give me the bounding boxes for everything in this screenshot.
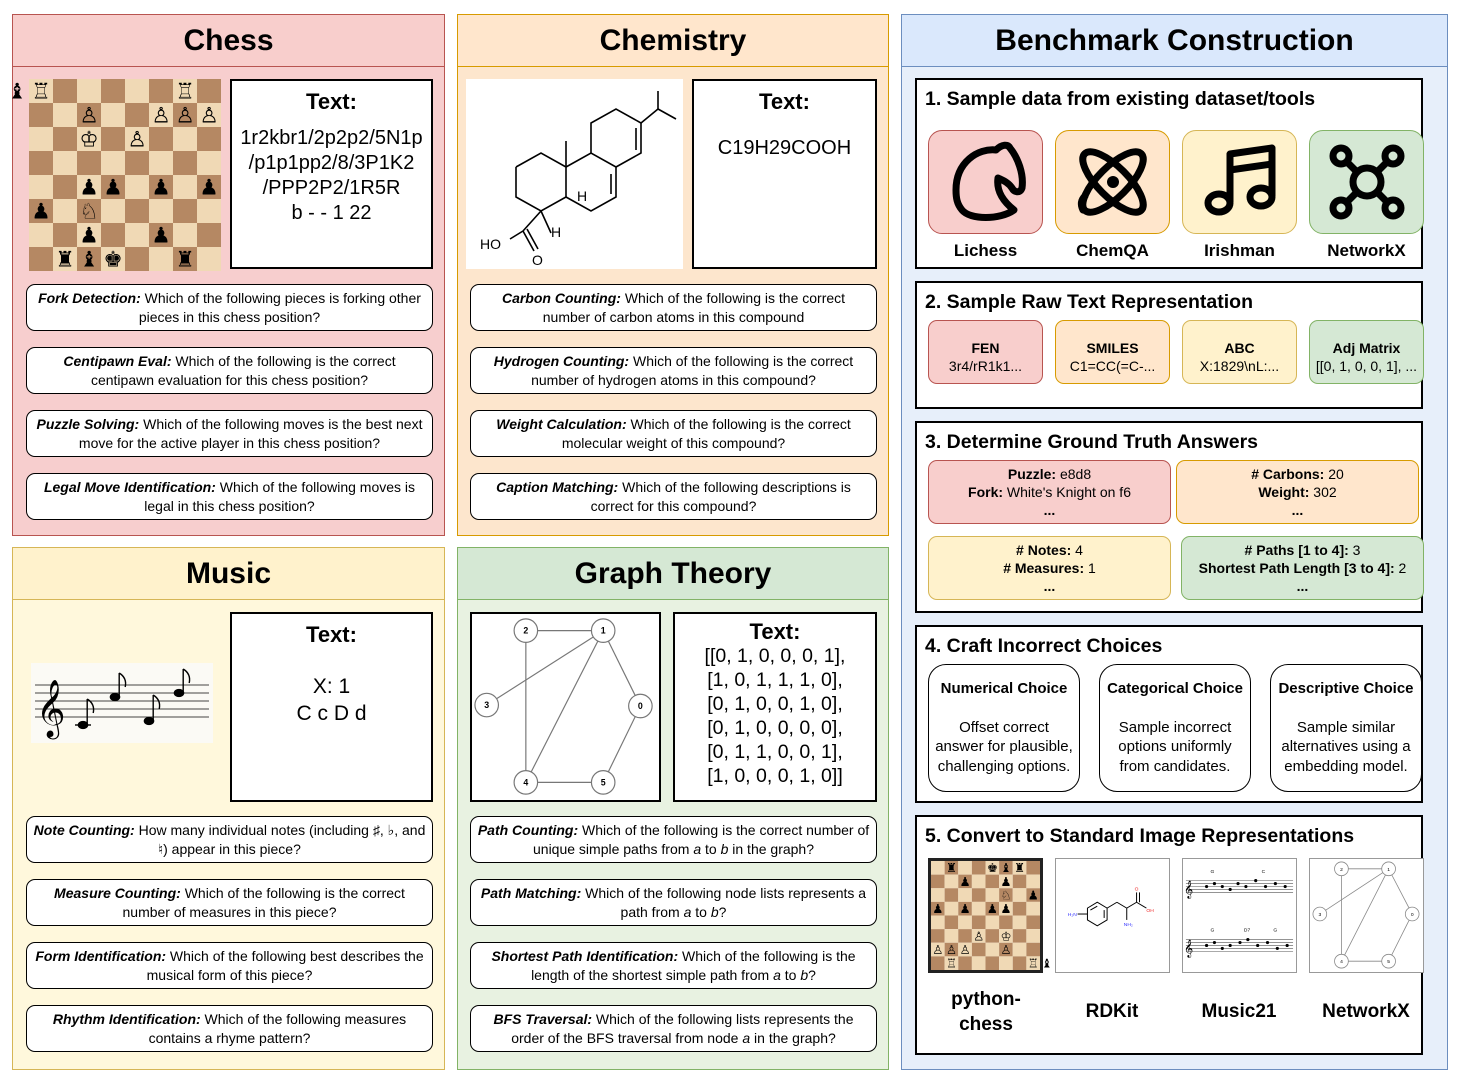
svg-text:C: C: [1261, 869, 1266, 875]
chess-square: [1013, 888, 1027, 902]
svg-text:D7: D7: [1243, 928, 1251, 934]
chess-piece: ♙: [127, 127, 147, 153]
chess-square: [173, 151, 197, 175]
rep-fen: FEN 3r4/rR1k1...: [928, 320, 1043, 384]
networkx-source: [1309, 130, 1424, 234]
chess-square: [125, 151, 149, 175]
svg-text:G: G: [1210, 869, 1215, 875]
svg-text:5: 5: [600, 777, 606, 788]
question-centipawn-eval: Centipawn Eval: Which of the following is the correct centipawn evaluation for this chess position?: [26, 347, 433, 394]
chess-square: [1026, 875, 1040, 889]
fen-line: b - - 1 22: [291, 202, 372, 224]
tool-label: NetworkX: [1322, 1001, 1410, 1022]
chess-square: [53, 151, 77, 175]
descriptive-choice-card: Descriptive Choice Sample similar alternatives using a embedding model.: [1270, 664, 1422, 792]
step-1-title: 1. Sample data from existing dataset/tools: [925, 88, 1316, 110]
chess-square: [986, 888, 1000, 902]
chess-square: [173, 175, 197, 199]
chess-piece: ♖: [31, 79, 51, 105]
svg-text:G: G: [1210, 928, 1215, 934]
chess-square: [29, 127, 53, 151]
tool-label: python- chess: [951, 989, 1021, 1035]
chess-piece: ♝: [1041, 956, 1053, 971]
chess-piece: ♘: [79, 199, 99, 225]
chess-piece: ♝: [7, 79, 27, 105]
chess-piece: ♚: [986, 861, 998, 876]
chess-square: [29, 223, 53, 247]
chess-square: [958, 916, 972, 930]
svg-text:H: H: [577, 188, 588, 204]
chess-square: [1013, 943, 1027, 957]
music-title: Music: [13, 548, 444, 600]
step-3-title: 3. Determine Ground Truth Answers: [925, 431, 1259, 453]
chess-square: [972, 902, 986, 916]
question-hydrogen-counting: Hydrogen Counting: Which of the following is the correct number of hydrogen atoms in this compound?: [470, 347, 877, 394]
svg-text:H₂N: H₂N: [1067, 912, 1077, 918]
chess-square: [197, 223, 221, 247]
question-note-counting: Note Counting: How many individual notes (including ♯, ♭, and ♮) appear in this piece?: [26, 816, 433, 863]
chess-square: [101, 199, 125, 223]
source-label: Irishman: [1204, 241, 1275, 260]
chess-square: [125, 175, 149, 199]
chess-piece: ♙: [151, 103, 171, 129]
chess-panel: [7, 14, 445, 536]
step-1-box: [915, 78, 1423, 269]
chess-piece: ♟: [1000, 902, 1012, 917]
chess-piece: ♙: [1000, 942, 1012, 957]
chess-piece: ♜: [945, 861, 957, 876]
svg-text:𝄞: 𝄞: [1183, 879, 1194, 899]
chemistry-text-box: [692, 79, 877, 269]
chess-piece: ♔: [79, 127, 99, 153]
svg-text:4: 4: [523, 777, 529, 788]
fen-line: /p1p1pp2/8/3P1K2: [248, 152, 415, 174]
chess-square: [77, 79, 101, 103]
benchmark-panel: [901, 14, 1448, 1070]
chess-square: [931, 875, 945, 889]
question-rhythm-identification: Rhythm Identification: Which of the following measures contains a rhyme pattern?: [26, 1005, 433, 1052]
chess-square: [1013, 875, 1027, 889]
svg-text:2: 2: [1340, 867, 1343, 873]
chess-square: [197, 79, 221, 103]
chess-piece: ♟: [986, 902, 998, 917]
fen-line: /PPP2P2/1R5R: [262, 177, 401, 199]
question-form-identification: Form Identification: Which of the following best describes the musical form of this piece?: [26, 942, 433, 989]
chess-piece: ♜: [55, 247, 75, 273]
chess-square: [958, 929, 972, 943]
svg-text:0: 0: [637, 700, 643, 711]
step-3-box: [915, 421, 1423, 613]
chess-piece: ♙: [79, 103, 99, 129]
chess-square: [958, 956, 972, 970]
chess-piece: ♝: [1000, 861, 1012, 876]
chess-square: [972, 861, 986, 875]
chess-piece: ♝: [79, 247, 99, 273]
chess-piece: ♖: [1027, 956, 1039, 971]
graph-text-box: [673, 612, 877, 802]
svg-text:𝄞: 𝄞: [1183, 938, 1194, 958]
chess-piece: ♟: [151, 175, 171, 201]
knight-icon: [944, 140, 1028, 224]
matrix-row: [1, 0, 1, 1, 1, 0],: [707, 669, 843, 691]
chess-square: [945, 929, 959, 943]
chess-square: [173, 199, 197, 223]
chess-piece: ♙: [199, 103, 219, 129]
chess-square: [931, 861, 945, 875]
chess-piece: ♜: [1014, 861, 1026, 876]
svg-text:OH: OH: [1146, 909, 1154, 915]
chess-square: [197, 127, 221, 151]
numerical-choice-card: Numerical Choice Offset correct answer for plausible, challenging options.: [928, 664, 1080, 792]
svg-text:3: 3: [1318, 912, 1322, 918]
rep-abc: ABC X:1829\nL:...: [1182, 320, 1297, 384]
chess-text-box: [230, 79, 433, 269]
tool-label: Music21: [1201, 1001, 1277, 1022]
gt-graph: # Paths [1 to 4]: 3 Shortest Path Length [3 to 4]: 2 ...: [1181, 536, 1424, 600]
chess-square: [1013, 956, 1027, 970]
chess-square: [931, 888, 945, 902]
chess-square: [931, 956, 945, 970]
chess-square: [125, 103, 149, 127]
gt-chemistry: # Carbons: 20 Weight: 302 ...: [1176, 460, 1419, 524]
chess-square: [945, 888, 959, 902]
chess-piece: ♙: [959, 942, 971, 957]
chess-square: [1026, 916, 1040, 930]
graph-text-title: Text:: [749, 619, 801, 644]
chess-square: [53, 103, 77, 127]
chess-square: [125, 79, 149, 103]
chess-piece: ♙: [945, 942, 957, 957]
chess-square: [53, 223, 77, 247]
chess-square: [173, 127, 197, 151]
question-weight-calculation: Weight Calculation: Which of the following is the correct molecular weight of this compound?: [470, 410, 877, 457]
chess-piece: ♟: [31, 199, 51, 225]
chess-text-title: Text:: [306, 89, 357, 114]
chess-square: [197, 247, 221, 271]
question-path-counting: Path Counting: Which of the following is the correct number of unique simple paths from a to b in the graph?: [470, 816, 877, 863]
chess-square: [149, 79, 173, 103]
chess-square: [945, 875, 959, 889]
svg-text:H: H: [551, 224, 562, 240]
matrix-row: [0, 1, 0, 0, 0, 0],: [707, 717, 843, 739]
step-5-title: 5. Convert to Standard Image Representations: [925, 825, 1355, 847]
chess-square: [53, 127, 77, 151]
chess-square: [986, 943, 1000, 957]
chess-square: [999, 916, 1013, 930]
svg-text:O: O: [1134, 887, 1139, 893]
chemqa-source: [1055, 130, 1170, 234]
matrix-row: [0, 1, 0, 0, 1, 0],: [707, 693, 843, 715]
chess-square: [1013, 916, 1027, 930]
chess-square: [173, 223, 197, 247]
rendered-chess-image: [928, 858, 1053, 973]
molecule-image: [466, 79, 683, 269]
rep-smiles: SMILES C1=CC(=C-...: [1055, 320, 1170, 384]
question-puzzle-solving: Puzzle Solving: Which of the following moves is the best next move for the active player in this chess position?: [26, 410, 433, 457]
source-label: Lichess: [953, 241, 1018, 260]
source-label: NetworkX: [1327, 241, 1406, 260]
chess-square: [53, 175, 77, 199]
chess-piece: ♔: [1000, 929, 1012, 944]
chess-square: [1026, 861, 1040, 875]
chess-square: [1013, 902, 1027, 916]
music-panel: [12, 547, 445, 1070]
chess-piece: ♟: [151, 223, 171, 249]
chess-piece: ♟: [959, 874, 971, 889]
chess-square: [1013, 929, 1027, 943]
chess-piece: ♘: [1000, 888, 1012, 903]
matrix-row: [1, 0, 0, 0, 1, 0]]: [707, 765, 843, 787]
chess-square: [986, 929, 1000, 943]
abc-line: X: 1: [312, 675, 351, 698]
chess-square: [972, 956, 986, 970]
chess-square: [101, 151, 125, 175]
chess-square: [972, 916, 986, 930]
question-path-matching: Path Matching: Which of the following node lists represents a path from a to b?: [470, 879, 877, 926]
chess-square: [125, 223, 149, 247]
svg-text:1: 1: [600, 625, 606, 636]
rendered-sheet-music-image: [1182, 858, 1297, 973]
chess-piece: ♙: [973, 929, 985, 944]
chess-piece: ♖: [175, 79, 195, 105]
network-icon: [1325, 140, 1409, 224]
svg-text:5: 5: [1387, 960, 1390, 966]
chess-square: [1026, 943, 1040, 957]
source-label: ChemQA: [1076, 241, 1149, 260]
chess-square: [125, 199, 149, 223]
gt-chess: Puzzle: e8d8 Fork: White's Knight on f6 ...: [928, 460, 1171, 524]
gt-music: # Notes: 4 # Measures: 1 ...: [928, 536, 1171, 600]
svg-text:3: 3: [484, 699, 490, 710]
chess-square: [149, 151, 173, 175]
chess-square: [972, 943, 986, 957]
chess-square: [125, 247, 149, 271]
chess-square: [931, 929, 945, 943]
music-text-title: Text:: [306, 622, 357, 647]
music-text-box: [230, 612, 433, 802]
chemistry-title: Chemistry: [458, 15, 888, 67]
atom-icon: [1069, 138, 1157, 226]
chess-square: [986, 956, 1000, 970]
question-fork-detection: Fork Detection: Which of the following pieces is forking other pieces in this chess position?: [26, 284, 433, 331]
question-carbon-counting: Carbon Counting: Which of the following is the correct number of carbon atoms in this compound: [470, 284, 877, 331]
svg-text:𝄞: 𝄞: [36, 679, 66, 737]
svg-text:NH₂: NH₂: [1123, 922, 1133, 928]
chess-square: [999, 956, 1013, 970]
chess-piece: ♟: [959, 902, 971, 917]
step-4-box: [915, 625, 1423, 803]
svg-text:1: 1: [1387, 867, 1390, 873]
chess-piece: ♙: [175, 103, 195, 129]
chess-square: [986, 875, 1000, 889]
rendered-graph-image: [1309, 858, 1424, 973]
chess-square: [149, 127, 173, 151]
chess-square: [972, 888, 986, 902]
chess-square: [53, 199, 77, 223]
categorical-choice-card: Categorical Choice Sample incorrect options uniformly from candidates.: [1099, 664, 1251, 792]
chess-square: [1026, 929, 1040, 943]
svg-text:HO: HO: [480, 236, 501, 252]
chess-piece: ♟: [1000, 874, 1012, 889]
chess-square: [149, 199, 173, 223]
chess-square: [197, 199, 221, 223]
graph-title: Graph Theory: [458, 548, 888, 600]
chess-piece: ♟: [79, 175, 99, 201]
svg-text:O: O: [532, 252, 543, 268]
rep-adj-matrix: Adj Matrix [[0, 1, 0, 0, 1], ...: [1309, 320, 1424, 384]
matrix-row: [0, 1, 1, 0, 0, 1],: [707, 741, 843, 763]
chess-square: [945, 902, 959, 916]
chess-square: [29, 103, 53, 127]
chess-square: [931, 916, 945, 930]
chess-square: [53, 79, 77, 103]
graph-panel: [457, 547, 889, 1070]
fen-line: 1r2kbr1/2p2p2/5N1p: [240, 127, 423, 149]
chess-piece: ♟: [1027, 888, 1039, 903]
chess-piece: ♟: [199, 175, 219, 201]
chess-square: [29, 151, 53, 175]
chess-square: [1026, 902, 1040, 916]
abc-line: C c D d: [296, 702, 367, 725]
rendered-molecule-image: [1055, 858, 1170, 973]
question-bfs-traversal: BFS Traversal: Which of the following lists represents the order of the BFS traversal from node a in the graph?: [470, 1005, 877, 1052]
chess-square: [958, 888, 972, 902]
chess-square: [101, 103, 125, 127]
chess-square: [197, 151, 221, 175]
step-2-title: 2. Sample Raw Text Representation: [925, 291, 1253, 313]
chess-square: [101, 223, 125, 247]
chess-square: [945, 916, 959, 930]
chess-square: [29, 247, 53, 271]
benchmark-title: Benchmark Construction: [902, 15, 1447, 67]
chess-square: [101, 79, 125, 103]
matrix-row: [[0, 1, 0, 0, 0, 1],: [704, 645, 846, 667]
chess-title: Chess: [13, 15, 444, 67]
chemistry-text-title: Text:: [759, 89, 810, 114]
chess-piece: ♙: [932, 942, 944, 957]
svg-text:4: 4: [1340, 960, 1343, 966]
step-4-title: 4. Craft Incorrect Choices: [925, 635, 1163, 657]
chess-square: [77, 151, 101, 175]
step-5-box: [915, 815, 1423, 1055]
svg-text:0: 0: [1410, 912, 1414, 918]
music-note-icon: [1200, 142, 1280, 222]
chess-square: [29, 175, 53, 199]
chess-square: [986, 916, 1000, 930]
chess-piece: ♟: [932, 902, 944, 917]
chess-square: [101, 127, 125, 151]
question-measure-counting: Measure Counting: Which of the following is the correct number of measures in this piece?: [26, 879, 433, 926]
lichess-source: [928, 130, 1043, 234]
chess-piece: ♖: [945, 956, 957, 971]
graph-image: [470, 612, 661, 802]
question-caption-matching: Caption Matching: Which of the following descriptions is correct for this compound?: [470, 473, 877, 520]
chemistry-formula: C19H29COOH: [717, 137, 852, 159]
chemistry-panel: [457, 14, 889, 536]
question-shortest-path: Shortest Path Identification: Which of the following is the length of the shortest simple path from a to b?: [470, 942, 877, 989]
chess-piece: ♜: [175, 247, 195, 273]
irishman-source: [1182, 130, 1297, 234]
chess-piece: ♚: [103, 247, 123, 273]
svg-text:2: 2: [523, 625, 529, 636]
step-2-box: [915, 281, 1423, 409]
chess-piece: ♟: [103, 175, 123, 201]
chess-board-image: [7, 79, 221, 273]
chess-square: [958, 861, 972, 875]
chess-piece: ♟: [79, 223, 99, 249]
svg-text:G: G: [1273, 928, 1278, 934]
question-legal-move: Legal Move Identification: Which of the following moves is legal in this chess position?: [26, 473, 433, 520]
tool-label: RDKit: [1085, 1001, 1139, 1022]
sheet-music-image: [31, 663, 213, 743]
chess-square: [972, 875, 986, 889]
chess-square: [149, 247, 173, 271]
